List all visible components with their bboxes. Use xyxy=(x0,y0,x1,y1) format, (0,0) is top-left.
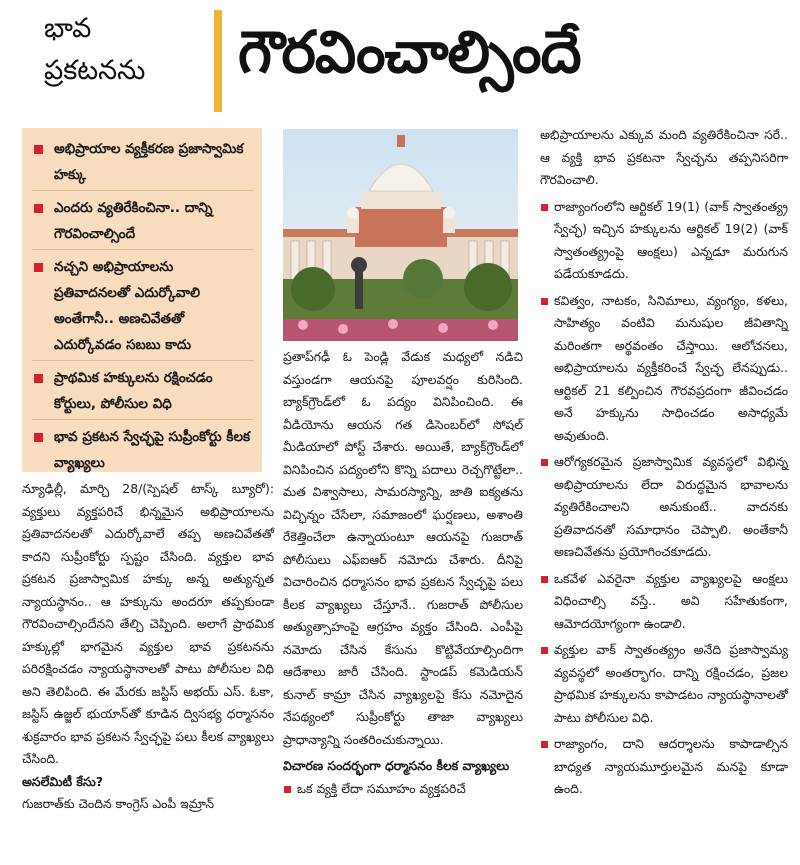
bullet-square-icon xyxy=(541,298,548,305)
highlight-item xyxy=(32,365,254,420)
highlights-box xyxy=(22,128,262,472)
highlight-text: నచ్చని అభిప్రాయాలను ప్రతివాదనలతో ఎదుర్కోవాలి అంతేగానీ.. అణచివేతతో ఎదుర్కోవడం సబబు కాదు xyxy=(54,259,200,353)
bullet-paragraph xyxy=(540,639,788,729)
bullet-paragraph xyxy=(283,778,523,801)
kicker xyxy=(44,8,204,92)
article-paragraph: అభిప్రాయాలను ఎక్కువ మంది వ్యతిరేకించినా సరే.. ఆ వ్యక్తి భావ ప్రకటనా స్వేచ్ఛను తప్పనిసరిగా గౌరవించాలి. xyxy=(540,127,788,187)
highlight-item xyxy=(32,424,254,478)
highlight-text: ప్రాథమిక హక్కులను రక్షించడం కోర్టులు, పోలీసుల విధి xyxy=(54,370,213,412)
bullet-text: వ్యక్తుల వాక్ స్వాతంత్య్రం అనేది ప్రజాస్వామ్య వ్యవస్థలో అంతర్భాగం. దాన్ని రక్షించడం, ప్రజల ప్రాథమిక హక్కులను కాపాడటం న్యాయస్థానాలతో పాటు పోలీసుల విధి. xyxy=(554,642,788,725)
bullet-square-icon xyxy=(541,204,548,211)
bullet-square-icon xyxy=(34,204,43,213)
headline: గౌరవించాల్సిందే xyxy=(238,18,581,86)
article-column-1 xyxy=(22,478,274,816)
bullet-square-icon xyxy=(34,374,43,383)
bullet-paragraph xyxy=(540,568,788,636)
bullet-paragraph xyxy=(540,290,788,448)
header xyxy=(0,0,800,122)
kicker-line-1: భావ xyxy=(44,13,92,44)
bullet-text: ఒకవేళ ఎవరైనా వ్యక్తుల వ్యాఖ్యలపై ఆంక్షలు విధించాల్సి వస్తే.. అవి సహేతుకంగా, ఆమోదయోగ్యంగా ఉండాలి. xyxy=(554,570,788,631)
article-paragraph: ప్రతాప్‌గఢీ ఓ పెండ్లి వేడుక మధ్యలో నడిచి వస్తుండగా ఆయనపై పూలవర్షం కురిసింది. బ్యాక్‌గ్రౌండ్‌లో ఓ పద్యం వినిపించింది. ఈ వీడియోను ఆయన గత డిసెంబర్‌లో సోషల్ మీడియాలో పోస్ట్ చేశారు. అయితే, బ్యాక్‌గ్రౌండ్‌లో వినిపించిన పద్యంలోని కొన్ని పదాలు రెచ్చగొట్టేలా.. మత విశ్వాసాలు, సామరస్యాన్ని, జాతి ఐక్యతను విచ్ఛిన్నం చేసేలా, సమాజంలో ఘర్షణలు, అశాంతి రేకెత్తించేలా ఉన్నాయంటూ ఆయనపై గుజరాత్ పోలీసులు ఎఫ్‌ఐఆర్ నమోదు చేశారు. దీనిపై విచారించిన ధర్మాసనం భావ ప్రకటన స్వేచ్ఛపై పలు కీలక వ్యాఖ్యలు చేస్తూనే.. గుజరాత్ పోలీసుల అత్యుత్సాహంపై ఆగ్రహం వ్యక్తం చేసింది. ఎంపీపై నమోదు చేసిన కేసును కొట్టివేయాల్సిందిగా ఆదేశాలు జారీ చేసింది. స్టాండప్ కమెడియన్ కునాల్ కామ్రా చేసిన వ్యాఖ్యలపై కేసు నమోదైన నేపథ్యంలో సుప్రీంకోర్టు తాజా వ్యాఖ్యలు ప్రాధాన్యాన్ని సంతరించుకున్నాయి. xyxy=(283,349,523,747)
bullet-square-icon xyxy=(34,145,43,154)
bullet-square-icon xyxy=(541,459,548,466)
highlight-text: భావ ప్రకటన స్వేచ్ఛపై సుప్రీంకోర్టు కీలక వ్యాఖ్యలు xyxy=(54,429,251,471)
kicker-line-2: ప్రకటనను xyxy=(44,55,146,86)
supreme-court-photo xyxy=(283,129,518,341)
highlight-item xyxy=(32,195,254,250)
bullet-square-icon xyxy=(541,741,548,748)
bullet-text: రాజ్యాంగంలోని ఆర్టికల్ 19(1) (వాక్ స్వాతంత్య్ర స్వేచ్ఛ) ఇచ్చిన హక్కులను ఆర్టికల్ 19(2) (వాక్ స్వాతంత్య్రంపై ఆంక్షలు) ఎన్నడూ మరుగున పడేయకూడదు. xyxy=(554,198,788,281)
bullet-paragraph xyxy=(540,196,788,286)
bullet-text: ఆరోగ్యకరమైన ప్రజాస్వామిక వ్యవస్థలో విభిన్న అభిప్రాయాలను లేదా విరుద్ధమైన భావాలను వ్యతిరేకించాలని అనుకుంటే.. వాదనకు ప్రతివాదనతో సమాధానం చెప్పాలి. అంతేకానీ అణచివేతను ప్రయోగించకూడదు. xyxy=(554,454,788,559)
bullet-paragraph xyxy=(540,733,788,801)
bullet-square-icon xyxy=(284,786,291,793)
article-paragraph: న్యూఢిల్లీ, మార్చి 28/(స్పెషల్ టాస్క్ బ్యూరో): వ్యక్తులు వ్యక్తపరిచే భిన్నమైన అభిప్రాయాలను ప్రతివాదనలతో ఎదుర్కోవాలే తప్ప అణచివేతతో కాదని సుప్రీంకోర్టు స్పష్టం చేసింది. వ్యక్తుల భావ ప్రకటన ప్రజాస్వామిక హక్కు అన్న అత్యున్నత న్యాయస్థానం.. ఆ హక్కును అందరూ తప్పకుండా గౌరవించాల్సిందేనని తేల్చి చెప్పింది. అలాగే ప్రాథమిక హక్కుల్లో భాగమైన వ్యక్తుల భావ ప్రకటనను పరిరక్షించడం న్యాయస్థానాలతో పాటు పోలీసుల విధి అని తెలిపింది. ఈ మేరకు జస్టిస్ అభయ్ ఎస్. ఓకా, జస్టిస్ ఉజ్జల్ భుయాన్‌తో కూడిన ద్విసభ్య ధర్మాసనం శుక్రవారం భావ ప్రకటన స్వేచ్ఛపై పలు కీలక వ్యాఖ్యలు చేసింది. xyxy=(22,481,274,766)
bullet-paragraph xyxy=(540,451,788,564)
article-column-2 xyxy=(283,346,523,804)
highlight-item xyxy=(32,254,254,361)
bullet-square-icon xyxy=(34,263,43,272)
accent-bar xyxy=(214,10,222,112)
bullet-text: రాజ్యాంగం, దాని ఆదర్శాలను కాపాడాల్సిన బాధ్యత న్యాయమూర్తులమైన మనపై కూడా ఉంది. xyxy=(554,736,788,796)
subheading: అసలేమిటీ కేసు? xyxy=(22,773,104,789)
highlight-text: అభిప్రాయాల వ్యక్తీకరణ ప్రజాస్వామిక హక్కు xyxy=(54,141,244,183)
bullet-text: కవిత్వం, నాటకం, సినిమాలు, వ్యంగ్యం, కళలు, సాహిత్యం వంటివి మనుషుల జీవితాన్ని మరింతగా అర్థవంతం చేస్తాయి. ఆలోచనలు, అభిప్రాయాలను వ్యక్తీకరించే స్వేచ్ఛ లేనప్పుడు.. ఆర్టికల్ 21 కల్పించిన గౌరవప్రదంగా జీవించడం అనే హక్కును సాధించడం అసాధ్యమే అవుతుంది. xyxy=(554,292,788,443)
highlight-item xyxy=(32,136,254,191)
bullet-square-icon xyxy=(541,576,548,583)
subheading: విచారణ సందర్భంగా ధర్మాసనం కీలక వ్యాఖ్యలు xyxy=(283,758,510,773)
bullet-text: ఒక వ్యక్తి లేదా సమూహం వ్యక్తపరిచే xyxy=(297,780,466,796)
bullet-square-icon xyxy=(34,433,43,442)
bullet-square-icon xyxy=(541,647,548,654)
article-column-3 xyxy=(540,124,788,805)
highlight-text: ఎందరు వ్యతిరేకించినా.. దాన్ని గౌరవించాల్సిందే xyxy=(54,200,213,242)
article-paragraph: గుజరాత్‌కు చెందిన కాంగ్రెస్ ఎంపీ ఇమ్రాన్ xyxy=(22,796,215,811)
